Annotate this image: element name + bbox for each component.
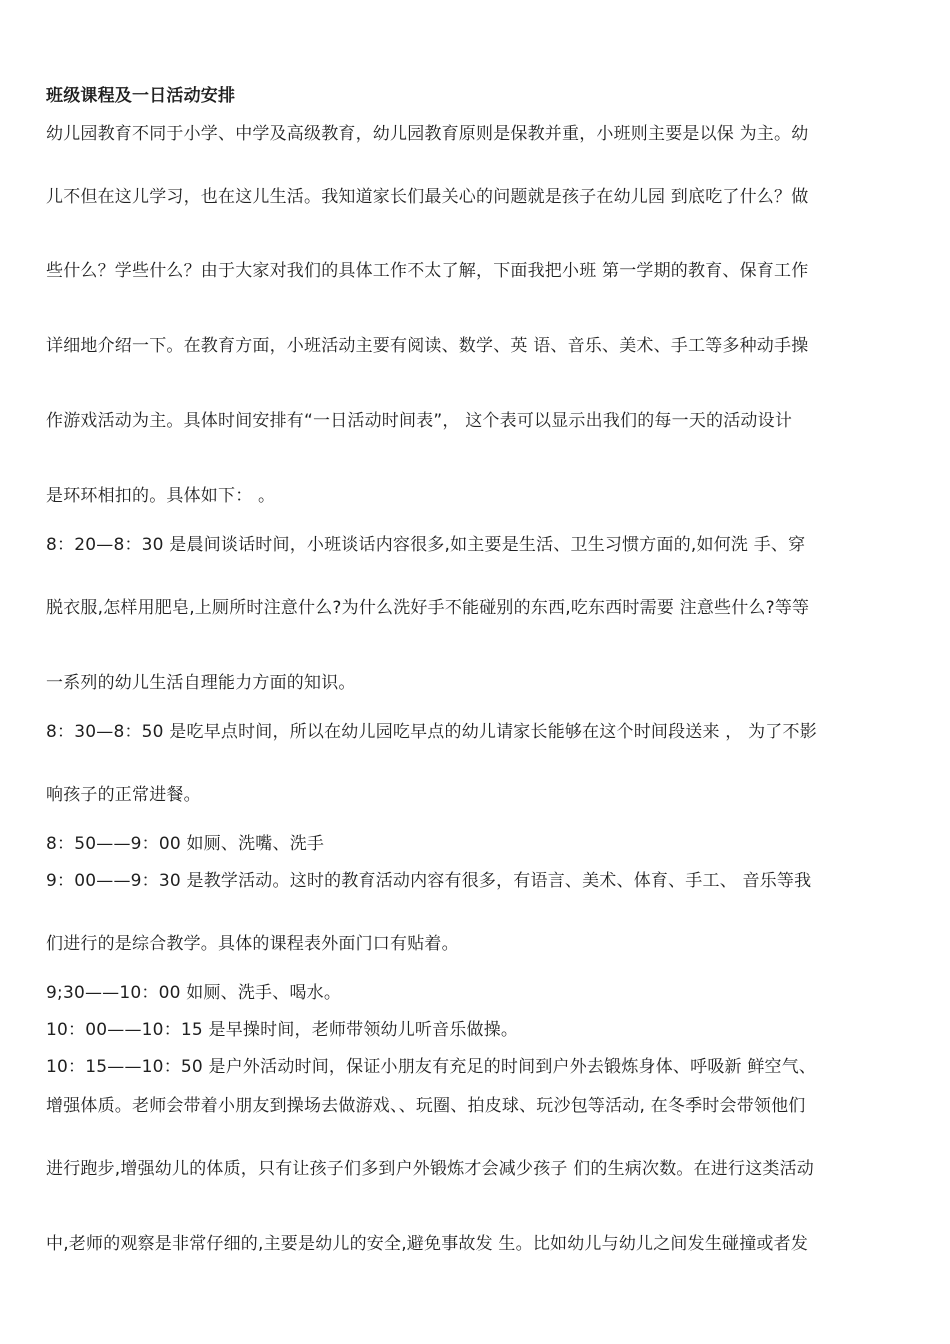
text-line: 8：30—8：50 是吃早点时间，所以在幼儿园吃早点的幼儿请家长能够在这个时间段送来 ， 为了不影 [46,722,817,742]
text-line: 脱衣服,怎样用肥皂,上厕所时注意什么?为什么洗好手不能碰别的东西,吃东西时需要 注意些什么?等等 [46,598,810,618]
text-line: 是环环相扣的。具体如下： 。 [46,486,276,506]
text-line: 10：15——10：50 是户外活动时间，保证小朋友有充足的时间到户外去锻炼身体、呼吸新 鲜空气、 [46,1057,817,1077]
document-title: 班级课程及一日活动安排 [46,86,236,106]
text-line: 8：50——9：00 如厕、洗嘴、洗手 [46,834,325,854]
text-line: 进行跑步,增强幼儿的体质，只有让孩子们多到户外锻炼才会减少孩子 们的生病次数。在进行这类活动 [46,1159,815,1179]
text-line: 8：20—8：30 是晨间谈话时间，小班谈话内容很多,如主要是生活、卫生习惯方面的,如何洗 手、穿 [46,535,806,555]
text-line: 一系列的幼儿生活自理能力方面的知识。 [46,673,356,693]
text-line: 幼儿园教育不同于小学、中学及高级教育，幼儿园教育原则是保教并重，小班则主要是以保 为主。幼 [46,124,809,144]
text-line: 些什么？学些什么？由于大家对我们的具体工作不太了解，下面我把小班 第一学期的教育、保育工作 [46,261,809,281]
text-line: 10：00——10：15 是早操时间，老师带领幼儿听音乐做操。 [46,1020,519,1040]
text-line: 儿不但在这儿学习，也在这儿生活。我知道家长们最关心的问题就是孩子在幼儿园 到底吃了什么？做 [46,187,809,207]
text-line: 作游戏活动为主。具体时间安排有“一日活动时间表”， 这个表可以显示出我们的每一天的活动设计 [46,411,793,431]
text-line: 们进行的是综合教学。具体的课程表外面门口有贴着。 [46,934,459,954]
text-line: 9：00——9：30 是教学活动。这时的教育活动内容有很多，有语言、美术、体育、手工、 音乐等我 [46,871,812,891]
text-line: 响孩子的正常进餐。 [46,785,201,805]
text-line: 中,老师的观察是非常仔细的,主要是幼儿的安全,避免事故发 生。比如幼儿与幼儿之间发生碰撞或者发 [46,1234,809,1254]
text-line: 增强体质。老师会带着小朋友到操场去做游戏、、玩圈、拍皮球、玩沙包等活动, 在冬季时会带领他们 [46,1096,806,1116]
text-line: 9;30——10：00 如厕、洗手、喝水。 [46,983,342,1003]
text-line: 详细地介绍一下。在教育方面，小班活动主要有阅读、数学、英 语、音乐、美术、手工等多种动手操 [46,336,809,356]
